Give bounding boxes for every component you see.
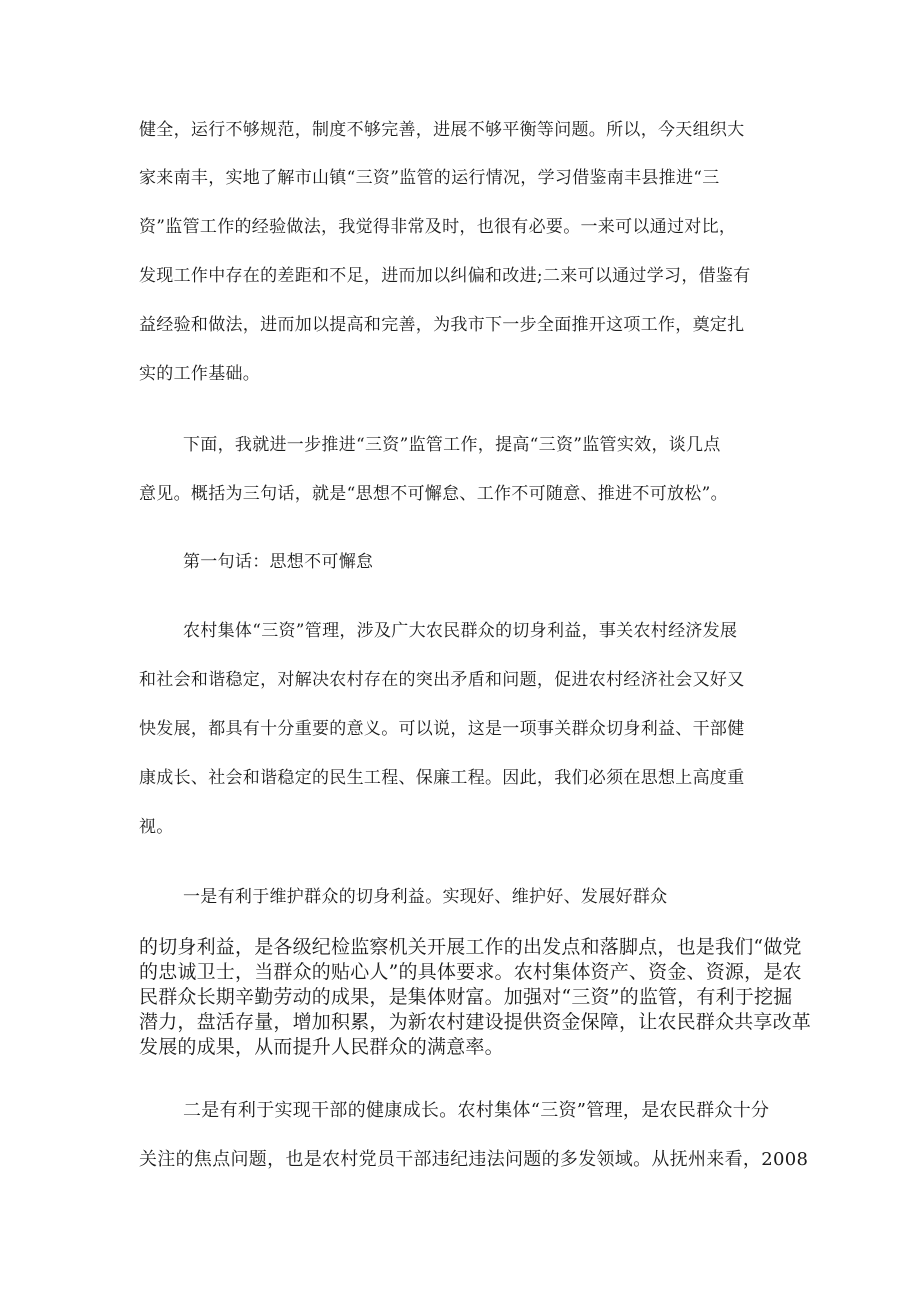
paragraph-1-line-2: 家来南丰，实地了解市山镇“三资”监管的运行情况，学习借鉴南丰县推进“三 (139, 168, 720, 188)
paragraph-1-line-5: 益经验和做法，进而加以提高和完善，为我市下一步全面推开这项工作，奠定扎 (139, 315, 745, 335)
paragraph-3-line-2: 和社会和谐稳定，对解决农村存在的突出矛盾和问题，促进农村经济社会又好又 (139, 670, 745, 690)
paragraph-1-line-1: 健全，运行不够规范，制度不够完善，进展不够平衡等问题。所以，今天组织大 (139, 120, 745, 140)
paragraph-3-line-1: 农村集体“三资”管理，涉及广大农民群众的切身利益，事关农村经济发展 (183, 621, 738, 641)
paragraph-5-line-1: 二是有利于实现干部的健康成长。农村集体“三资”管理，是农民群众十分 (183, 1100, 770, 1121)
paragraph-4-line-4: 潜力，盘活存量，增加积累，为新农村建设提供资金保障，让农民群众共享改革 (139, 1011, 812, 1033)
paragraph-4-line-5: 发展的成果，从而提升人民群众的满意率。 (139, 1036, 504, 1058)
paragraph-3-line-3: 快发展，都具有十分重要的意义。可以说，这是一项事关群众切身利益、干部健 (139, 719, 745, 739)
paragraph-1-line-3: 资”监管工作的经验做法，我觉得非常及时，也很有必要。一来可以通过对比， (139, 217, 737, 237)
paragraph-2-line-1: 下面，我就进一步推进“三资”监管工作，提高“三资”监管实效，谈几点 (183, 435, 721, 455)
paragraph-4-line-2: 的忠诚卫士，当群众的贴心人”的具体要求。农村集体资产、资金、资源，是农 (139, 961, 802, 983)
paragraph-3-line-5: 视。 (139, 817, 174, 837)
paragraph-4-line-1: 的切身利益，是各级纪检监察机关开展工作的出发点和落脚点，也是我们“做党 (139, 936, 802, 958)
paragraph-3-line-4: 康成长、社会和谐稳定的民生工程、保廉工程。因此，我们必须在思想上高度重 (139, 768, 745, 788)
paragraph-4-line-3: 民群众长期辛勤劳动的成果，是集体财富。加强对“三资”的监管，有利于挖掘 (139, 986, 793, 1008)
paragraph-5-line-2: 关注的焦点问题，也是农村党员干部违纪违法问题的多发领域。从抚州来看，2008 (139, 1149, 809, 1170)
section-heading-1: 第一句话：思想不可懈怠 (183, 552, 374, 572)
paragraph-1-line-6: 实的工作基础。 (139, 364, 261, 384)
paragraph-4-lead: 一是有利于维护群众的切身利益。实现好、维护好、发展好群众 (183, 887, 668, 907)
paragraph-1-line-4: 发现工作中存在的差距和不足，进而加以纠偏和改进;二来可以通过学习，借鉴有 (139, 266, 751, 286)
paragraph-2-line-2: 意见。概括为三句话，就是“思想不可懈怠、工作不可随意、推进不可放松”。 (139, 484, 728, 504)
